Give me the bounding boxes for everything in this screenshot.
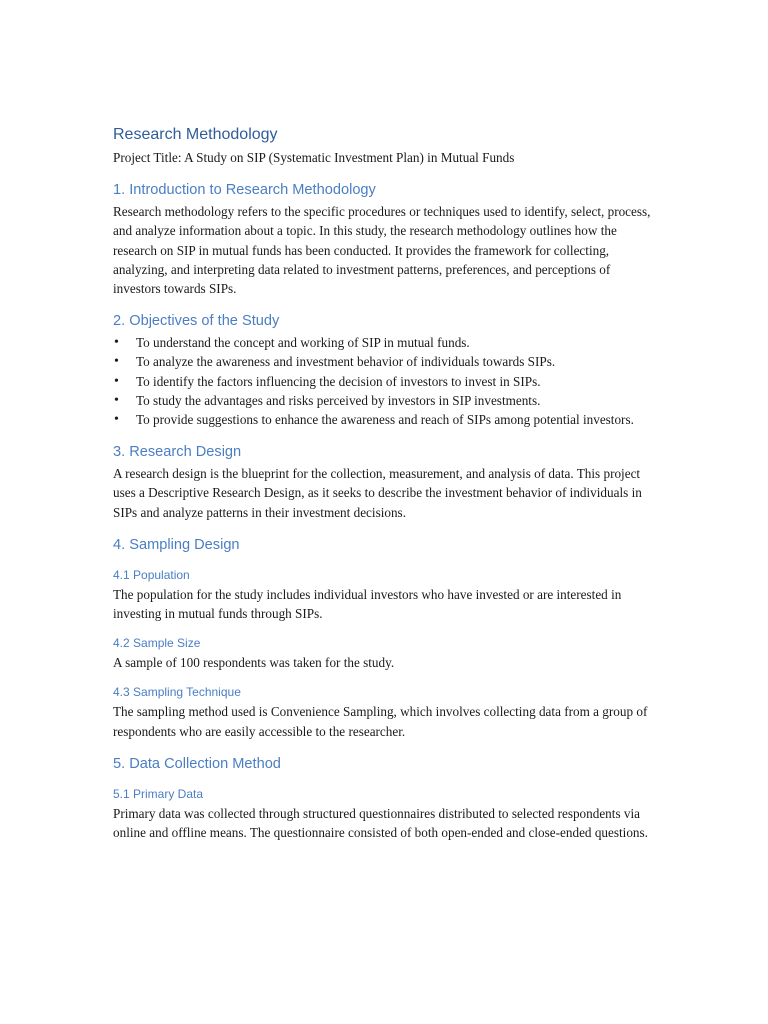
heading-primary-data: 5.1 Primary Data — [113, 786, 204, 801]
heading-research-design: 3. Research Design — [113, 444, 242, 461]
sample-size-paragraph: A sample of 100 respondents was taken for the study. — [113, 655, 395, 671]
heading-objectives: 2. Objectives of the Study — [113, 313, 280, 330]
project-title: Project Title: A Study on SIP (Systematic Investment Plan) in Mutual Funds — [113, 150, 515, 165]
list-item: • To provide suggestions to enhance the awareness and reach of SIPs among potential investors. — [113, 410, 660, 429]
list-item: • To study the advantages and risks perceived by investors in SIP investments. — [113, 391, 660, 410]
list-item: • To understand the concept and working of SIP in mutual funds. — [113, 333, 660, 352]
research-design-paragraph: A research design is the blueprint for the collection, measurement, and analysis of data. This project uses a Descriptive Research Design, as it seeks to describe the investment behavior of individuals in SIPs and analyze patterns in their investment decisions. — [113, 466, 642, 520]
heading-sampling-technique: 4.3 Sampling Technique — [113, 685, 241, 700]
population-paragraph: The population for the study includes individual investors who have invested or are interested in investing in mutual funds through SIPs. — [113, 586, 622, 622]
document-title: Research Methodology — [113, 126, 278, 143]
objectives-list — [113, 333, 660, 429]
heading-population: 4.1 Population — [113, 567, 190, 582]
sampling-technique-paragraph: The sampling method used is Convenience Sampling, which involves collecting data from a group of respondents who are easily accessible to the researcher. — [113, 704, 648, 739]
heading-introduction: 1. Introduction to Research Methodology — [113, 182, 376, 199]
list-item: • To analyze the awareness and investment behavior of individuals towards SIPs. — [113, 352, 660, 371]
primary-data-paragraph: Primary data was collected through structured questionnaires distributed to selected respondents via online and offline means. The questionnaire consisted of both open-ended and close-ended questions. — [113, 805, 648, 841]
heading-data-collection: 5. Data Collection Method — [113, 755, 281, 772]
heading-sampling-design: 4. Sampling Design — [113, 536, 240, 553]
heading-sample-size: 4.2 Sample Size — [113, 636, 201, 651]
list-item: • To identify the factors influencing the decision of investors to invest in SIPs. — [113, 372, 660, 391]
introduction-paragraph: Research methodology refers to the specific procedures or techniques used to identify, select, process, and analyze information about a topic. In this study, the research methodology outlines how the research on SIP in mutual funds has been conducted. It provides the framework for collecting, analyzing, and interpreting data related to investment patterns, preferences, and perceptions of investors towards SIPs. — [113, 204, 651, 297]
